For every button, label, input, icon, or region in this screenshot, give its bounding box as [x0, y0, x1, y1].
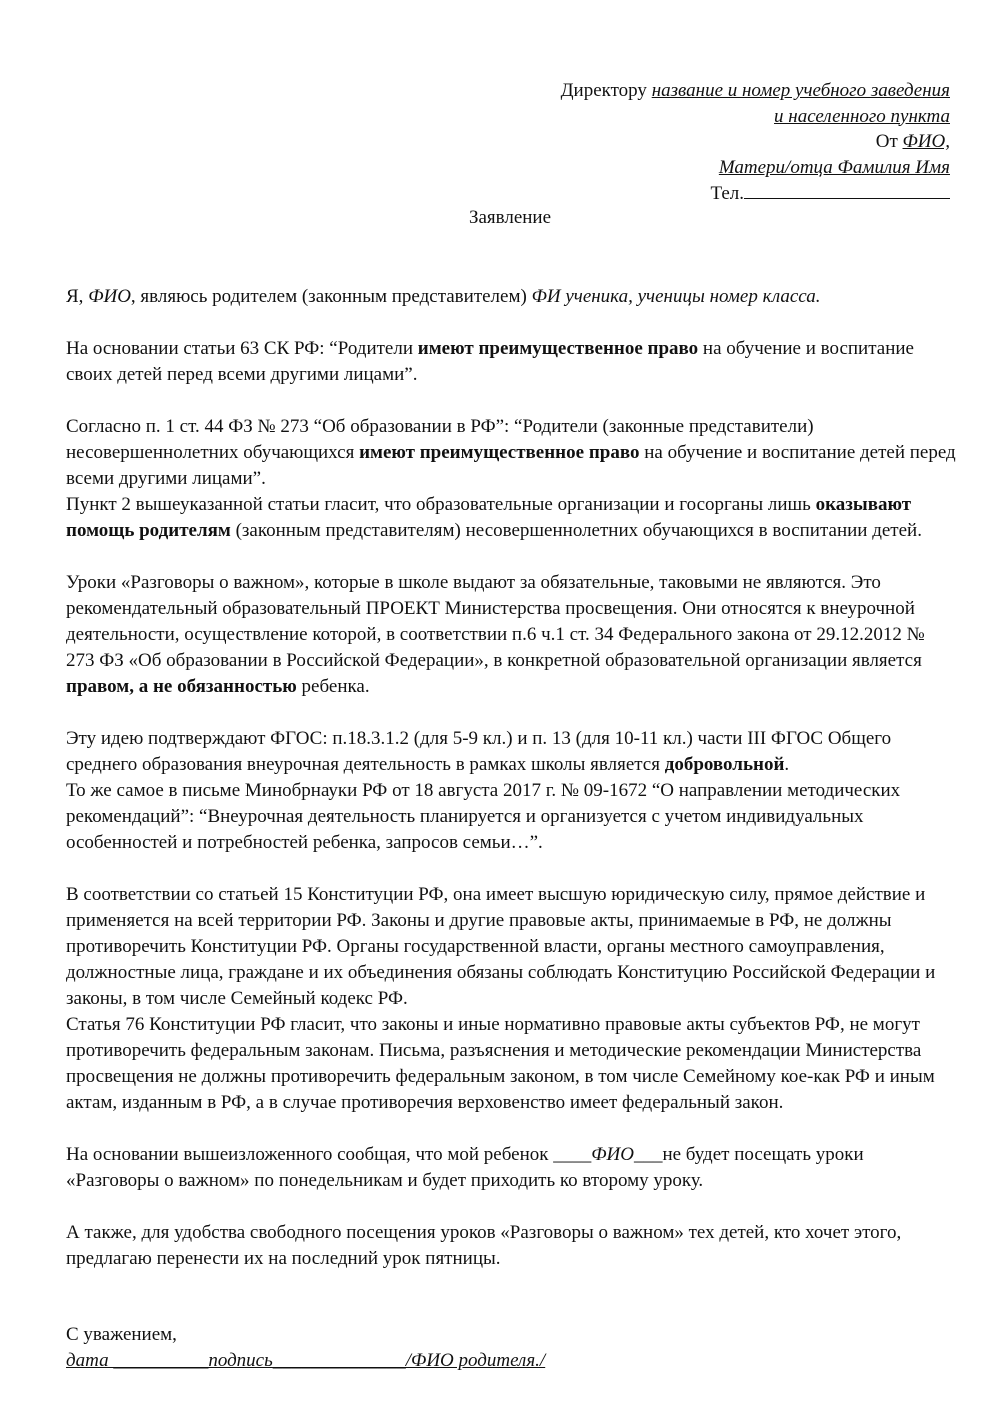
- text-span: .: [784, 754, 790, 775]
- text-span: , являюсь родителем (законным представителем): [130, 286, 532, 307]
- signature-block: [66, 1322, 545, 1374]
- text-span: ребенка.: [296, 676, 370, 697]
- text-span: Пункт 2 вышеуказанной статьи гласит, что образовательные организации и госорганы лишь: [66, 494, 816, 515]
- bold-span: имеют преимущественное право: [417, 338, 699, 359]
- paragraph-family-code: [66, 336, 956, 388]
- parent-name-inline: ФИО: [88, 286, 131, 307]
- bold-span: правом, а не обязанностью: [66, 676, 297, 697]
- phone-blank-field: [744, 180, 950, 199]
- paragraph-intro: [66, 284, 956, 310]
- text-span: Эту идею подтверждают ФГОС: п.18.3.1.2 (для 5-9 кл.) и п. 13 (для 10-11 кл.) части III ФГОС Общего среднего образования внеурочная деятельность в рамках школы является: [66, 728, 892, 775]
- signature-line: дата __________подпись______________/ФИО родителя./: [66, 1350, 546, 1371]
- paragraph-fgos: [66, 726, 956, 778]
- text-span: На основании статьи 63 СК РФ: “Родители: [66, 338, 418, 359]
- paragraph-proposal: А также, для удобства свободного посещения уроков «Разговоры о важном» тех детей, кто хочет этого, предлагаю перенести их на последний урок пятницы.: [66, 1222, 902, 1269]
- text-span: Согласно п. 1 ст. 44 ФЗ № 273 “Об образовании в РФ”: “Родители (законные представители) несовершеннолетних обучающихся: [66, 416, 814, 463]
- document-title: Заявление: [468, 207, 552, 228]
- text-span: Уроки «Разговоры о важном», которые в школе выдают за обязательные, таковыми не являются. Это рекомендательный образовательный ПРОЕКТ Министерства просвещения. Они относятся к внеурочной деятельности, осуществление которой, в соответствии п.6 ч.1 ст. 34 Федерального закона от 29.12.2012 № 273 ФЗ «Об образовании в Российской Федерации», в конкретной образовательной организации является: [66, 572, 925, 671]
- paragraph-constitution-76: Статья 76 Конституции РФ гласит, что законы и иные нормативно правовые акты субъектов РФ, не могут противоречить федеральным законам. Письма, разъяснения и методические рекомендации Министерства просвещения не должны противоречить федеральным законом, в том числе Семейному кое-как РФ и иным актам, изданным в РФ, а в случае противоречия верховенство имеет федеральный закон.: [66, 1014, 935, 1113]
- addressee-block: [561, 78, 950, 207]
- text-span: На основании вышеизложенного сообщая, что мой ребенок: [66, 1144, 554, 1165]
- school-locality-placeholder: и населенного пункта: [774, 105, 950, 127]
- document-body: [66, 284, 956, 1272]
- parent-name-placeholder: Матери/отца Фамилия Имя: [718, 156, 950, 178]
- text-span: Я,: [66, 286, 89, 307]
- from-name-placeholder: ФИО,: [902, 131, 950, 152]
- text-span: не будет посещать уроки «Разговоры о важном» по понедельникам и будет приходить ко второму уроку.: [66, 1144, 864, 1191]
- text-span: (законным представителям) несовершеннолетних обучающихся в воспитании детей.: [230, 520, 922, 541]
- from-label: От: [875, 131, 903, 152]
- paragraph-ministry-letter: То же самое в письме Минобрнауки РФ от 18 августа 2017 г. № 09-1672 “О направлении методических рекомендаций”: “Внеурочная деятельность планируется и организуется с учетом индивидуальных особенностей и потребностей ребенка, запросов семьи…”.: [66, 780, 901, 853]
- phone-line: [561, 180, 950, 207]
- phone-label: Тел.: [710, 183, 744, 204]
- text-span: на обучение и воспитание своих детей перед всеми другими лицами”.: [66, 338, 914, 385]
- paragraph-point-2: [66, 492, 956, 544]
- paragraph-lessons: [66, 570, 956, 700]
- bold-span: добровольной: [664, 754, 785, 775]
- from-line: [561, 129, 950, 155]
- paragraph-education-law: [66, 414, 956, 492]
- paragraph-constitution-15: В соответствии со статьей 15 Конституции РФ, она имеет высшую юридическую силу, прямое действие и применяется на всей территории РФ. Законы и другие правовые акты, принимаемые в РФ, не должны противоречить Конституции РФ. Органы государственной власти, органы местного самоуправления, должностные лица, граждане и их объединения обязаны соблюдать Конституцию Российской Федерации и законы, в том числе Семейный кодекс РФ.: [66, 884, 936, 1009]
- paragraph-conclusion: [66, 1142, 956, 1194]
- school-name-placeholder: название и номер учебного заведения: [651, 80, 950, 101]
- text-span: на обучение и воспитание детей перед всеми другими лицами”.: [66, 442, 956, 489]
- student-info-inline: ФИ ученика, ученицы номер класса.: [531, 286, 821, 307]
- director-label: Директору: [560, 80, 652, 101]
- bold-span: оказывают помощь родителям: [66, 494, 912, 541]
- bold-span: имеют преимущественное право: [359, 442, 640, 463]
- closing-text: С уважением,: [66, 1324, 177, 1345]
- addressee-director-line: [561, 78, 950, 104]
- child-name-blank: ____ФИО___: [553, 1144, 663, 1165]
